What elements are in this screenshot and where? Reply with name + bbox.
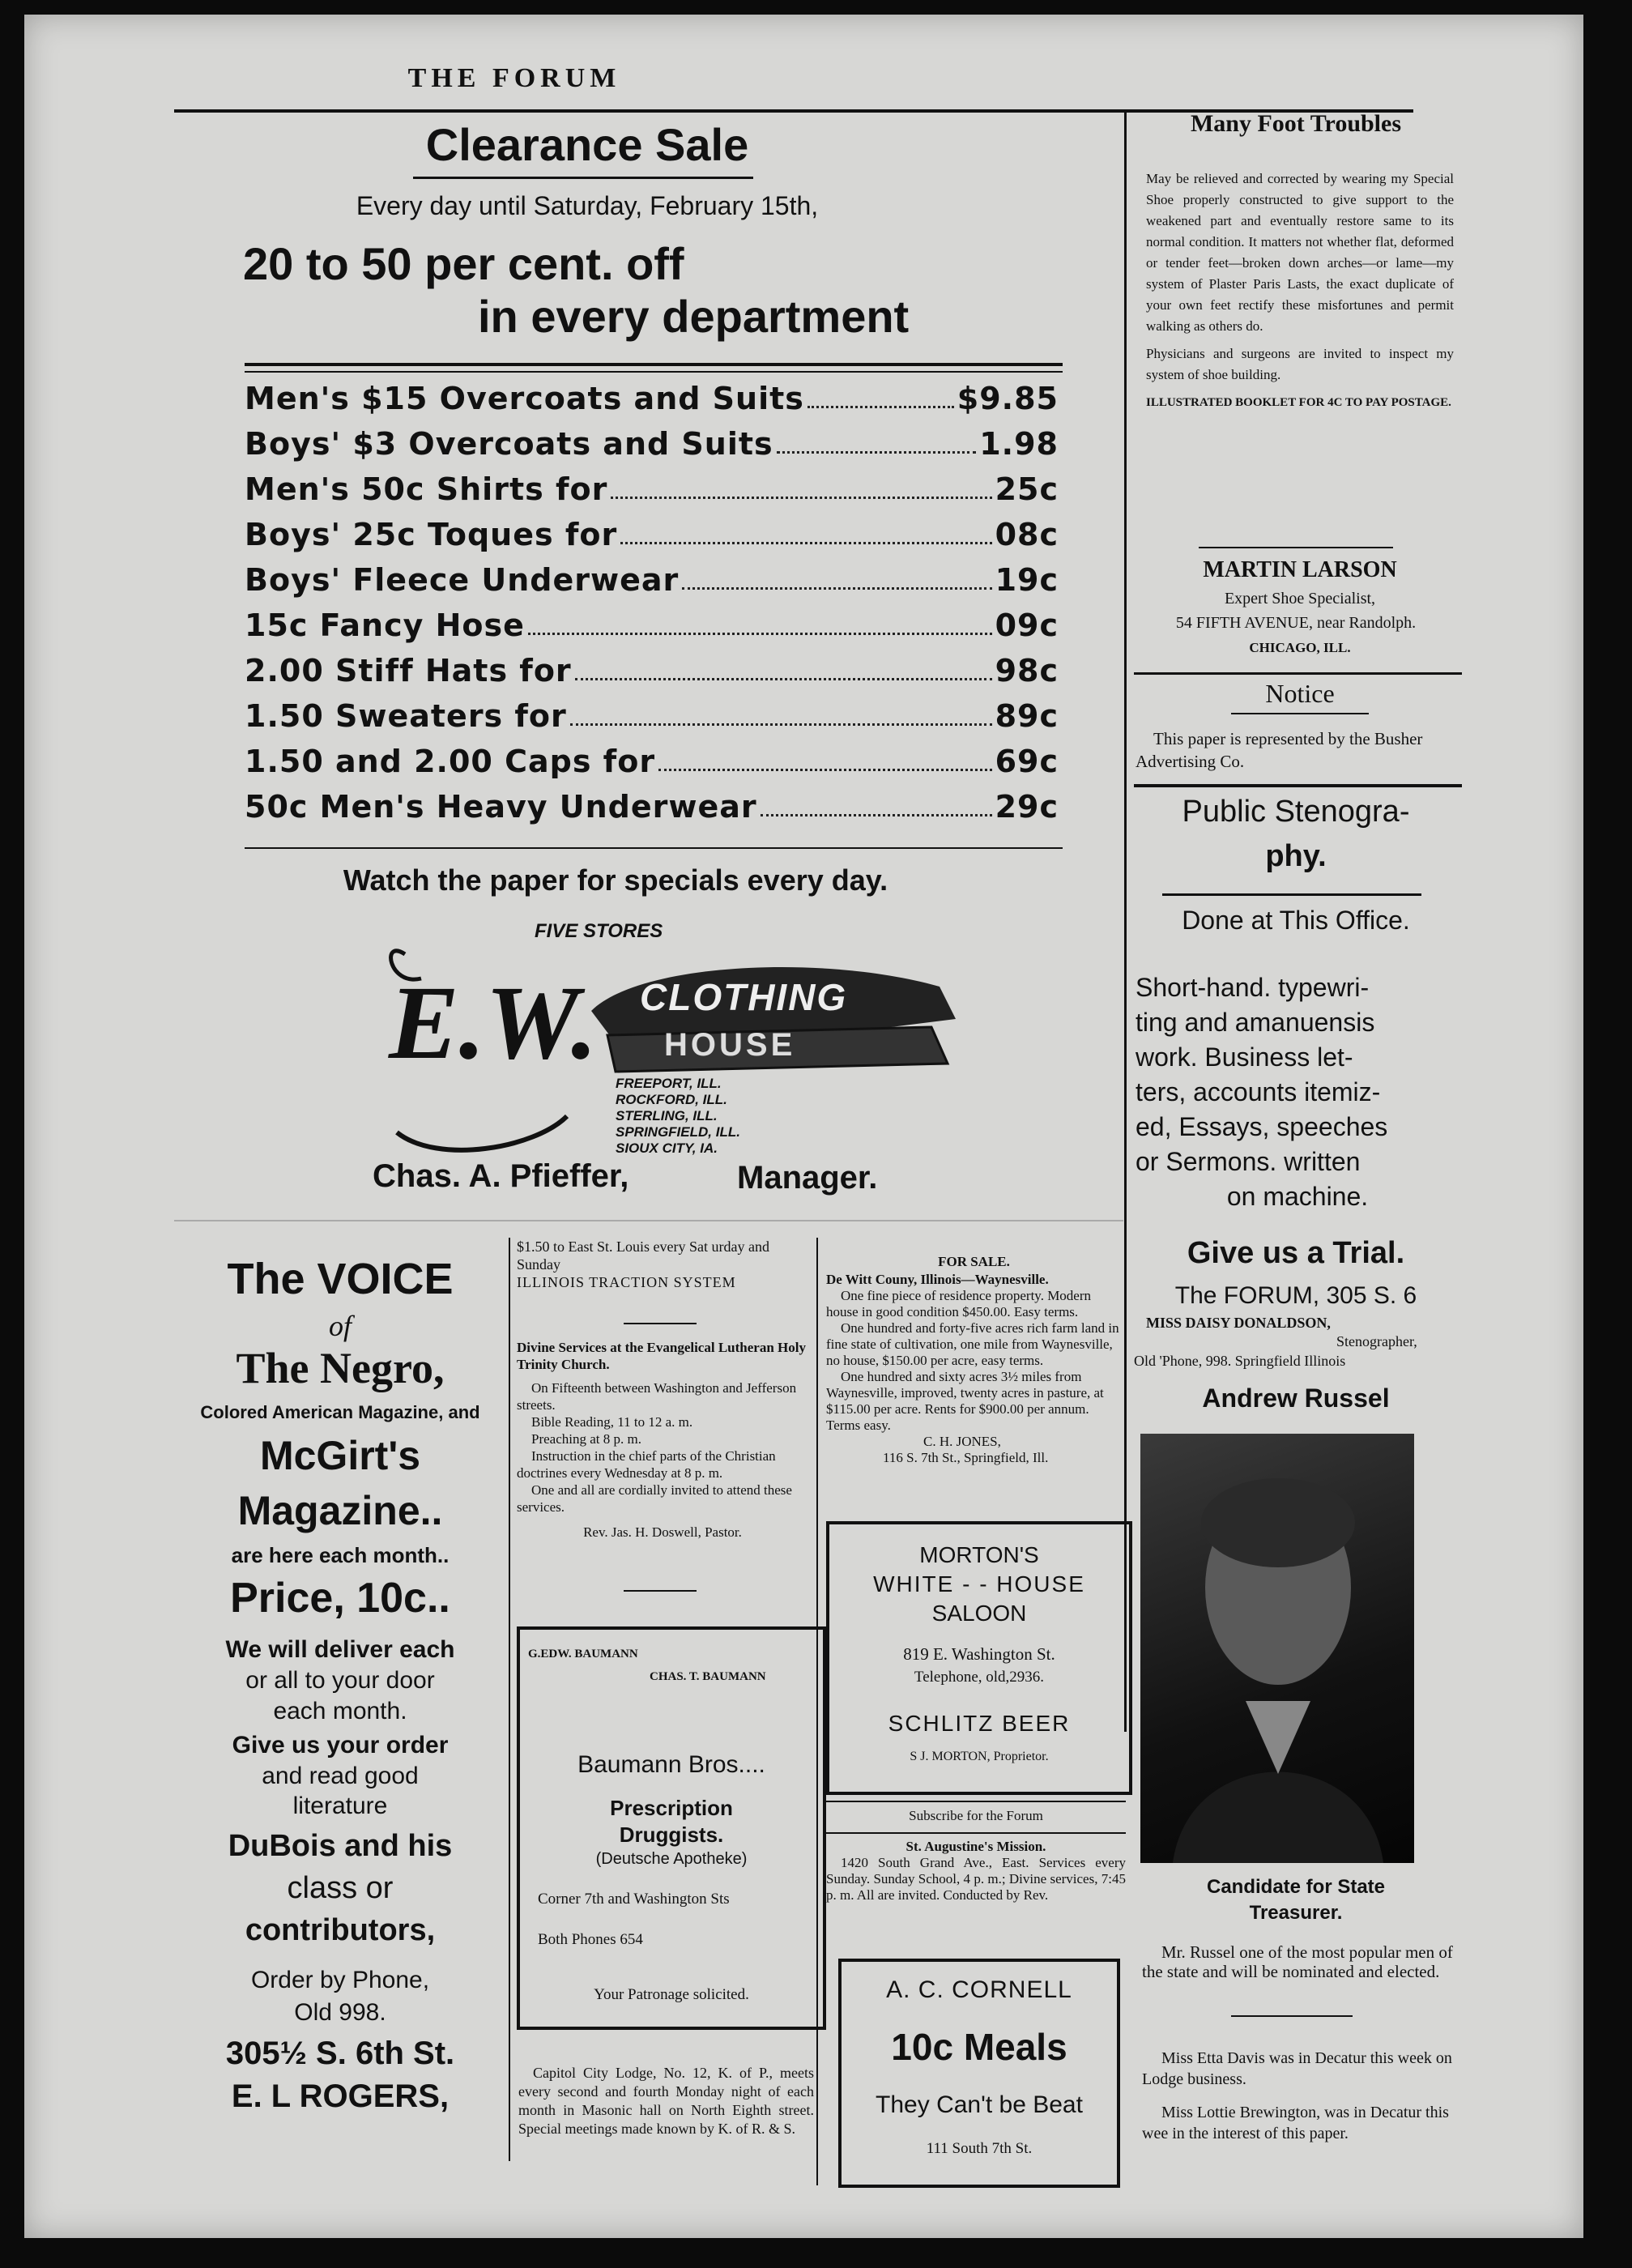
for-sale (826, 1254, 1122, 1466)
baumann-corner: Corner 7th and Washington Sts (538, 1891, 730, 1908)
foot-title: Many Foot Troubles (1190, 110, 1402, 137)
item-name: Men's 50c Shirts for (245, 471, 608, 507)
divine-pastor: Rev. Jas. H. Doswell, Pastor. (583, 1524, 742, 1540)
russel-rule (1231, 2015, 1353, 2017)
voice-line-14: literature (292, 1793, 388, 1819)
clearance-headline-2: in every department (478, 291, 910, 342)
price-item (245, 517, 1059, 552)
item-price: 19c (995, 562, 1059, 598)
item-price: $9.85 (957, 381, 1059, 416)
morton-ad (826, 1521, 1132, 1795)
divine-title: Divine Services at the Evangelical Lutheran Holy Trinity Church. (517, 1340, 806, 1372)
forsale-title: FOR SALE. (938, 1254, 1010, 1269)
column-divider (1124, 112, 1127, 1732)
steno-body (1136, 970, 1459, 1214)
notice-body: This paper is represented by the Busher Advertising Co. (1136, 729, 1423, 771)
price-item (245, 698, 1059, 734)
item-price: 29c (995, 789, 1059, 825)
personal-2: Miss Lottie Brewington, was in Decatur this wee in the interest of this paper. (1142, 2104, 1449, 2142)
baumann-bros: Baumann Bros.... (577, 1751, 765, 1778)
steno-line: Short-hand. typewri- (1136, 973, 1370, 1002)
baumann-drug: Druggists. (619, 1823, 724, 1847)
foot-booklet: ILLUSTRATED BOOKLET FOR 4C TO PAY POSTAGE. (1146, 396, 1451, 409)
steno-phone: Old 'Phone, 998. Springfield Illinois (1134, 1353, 1346, 1369)
item-name: 1.50 and 2.00 Caps for (245, 744, 656, 779)
clearance-rule-2 (245, 371, 1063, 373)
morton-line-1: MORTON'S (919, 1542, 1039, 1567)
russel-caption-2: Treasurer. (1249, 1902, 1343, 1924)
subscribe-rule-top (826, 1801, 1126, 1802)
baumann-name-2: CHAS. T. BAUMANN (650, 1670, 766, 1683)
price-item (245, 471, 1059, 507)
steno-line: on machine. (1226, 1182, 1369, 1211)
baumann-deutsch: (Deutsche Apotheke) (595, 1850, 748, 1868)
forsale-p1: One fine piece of residence property. Modern house in good condition $450.00. Easy terms. (826, 1288, 1092, 1319)
cornell-name: A. C. CORNELL (886, 1976, 1072, 2003)
steno-title-2: phy. (1265, 839, 1327, 873)
baumann-patronage: Your Patronage solicited. (594, 1986, 749, 2003)
traction-ad (517, 1238, 808, 1291)
baumann-phones: Both Phones 654 (538, 1931, 643, 1948)
voice-line-15: DuBois and his (228, 1829, 453, 1863)
morton-line-3: SALOON (931, 1601, 1027, 1626)
voice-line-3: The Negro, (236, 1344, 445, 1392)
price-item (245, 381, 1059, 416)
logo-city: SIOUX CITY, IA. (616, 1140, 718, 1156)
voice-line-7: are here each month.. (231, 1543, 450, 1567)
augustine-title: St. Augustine's Mission. (905, 1839, 1046, 1854)
morton-address: 819 E. Washington St. (903, 1644, 1055, 1664)
morton-beer: SCHLITZ BEER (888, 1711, 1071, 1736)
item-price: 98c (995, 653, 1059, 688)
divider-short (624, 1323, 697, 1324)
foot-body-text: May be relieved and corrected by wearing my Special Shoe properly constructed to give support to the weakened part and eventually restore same to its normal condition. It matters not whether flat, deformed or tender feet—broken down arches—or lame—my system of Plaster Paris Lasts, the exact duplicate of your own feet rectify these misfortunes and permit walking as others do. (1146, 171, 1454, 334)
voice-line-13: and read good (262, 1763, 419, 1789)
voice-line-6: Magazine.. (237, 1488, 443, 1533)
voice-line-5: McGirt's (259, 1433, 421, 1478)
section-gap (174, 1220, 1123, 1221)
voice-line-12: Give us your order (232, 1732, 449, 1759)
larson-city: CHICAGO, ILL. (1249, 640, 1351, 655)
divine-bible: Bible Reading, 11 to 12 a. m. (531, 1414, 693, 1430)
clearance-rule-3 (245, 847, 1063, 849)
price-item (245, 562, 1059, 598)
foot-body (1146, 168, 1454, 413)
steno-line: ed, Essays, speeches (1136, 1112, 1388, 1141)
steno-label: Stenographer, (1336, 1333, 1417, 1349)
newspaper-page (24, 15, 1583, 2238)
price-item (245, 608, 1059, 643)
steno-line: ting and amanuensis (1136, 1008, 1375, 1037)
voice-line-2: of (328, 1310, 352, 1342)
divine-body: On Fifteenth between Washington and Jefferson streets. (517, 1380, 797, 1413)
cornell-meals: 10c Meals (891, 2026, 1067, 2068)
baumann-ad (517, 1626, 826, 2030)
voice-line-20: 305½ S. 6th St. (225, 2036, 455, 2071)
item-name: 1.50 Sweaters for (245, 698, 567, 734)
logo-cities (616, 1076, 740, 1157)
foot-body2-text: Physicians and surgeons are invited to inspect my system of shoe building. (1146, 346, 1454, 382)
russel-caption-1: Candidate for State (1206, 1876, 1386, 1898)
steno-done: Done at This Office. (1182, 906, 1410, 935)
item-name: 15c Fancy Hose (245, 608, 525, 643)
voice-line-21: E. L ROGERS, (231, 2078, 450, 2114)
voice-line-10: or all to your door (245, 1667, 435, 1694)
item-price: 08c (995, 517, 1059, 552)
logo-house: HOUSE (664, 1027, 796, 1063)
voice-line-8: Price, 10c.. (230, 1575, 450, 1622)
steno-title-1: Public Stenogra- (1182, 795, 1410, 829)
forsale-sub: De Witt Couny, Illinois—Waynesville. (826, 1272, 1049, 1287)
voice-line-18: Order by Phone, (250, 1967, 430, 1993)
ew-monogram: E.W. (389, 965, 598, 1081)
watch-line: Watch the paper for specials every day. (343, 863, 888, 897)
manager-label: Manager. (737, 1160, 878, 1196)
item-name: 2.00 Stiff Hats for (245, 653, 572, 688)
ew-logo (373, 922, 972, 1165)
divider-short (624, 1590, 697, 1592)
steno-line: or Sermons. written (1136, 1147, 1361, 1176)
item-name: Boys' 25c Toques for (245, 517, 618, 552)
steno-daisy: MISS DAISY DONALDSON, (1146, 1315, 1331, 1331)
column-divider-bottom-1 (509, 1238, 510, 2161)
russel-name: Andrew Russel (1202, 1383, 1390, 1413)
five-stores: FIVE STORES (535, 920, 663, 942)
divine-preaching: Preaching at 8 p. m. (531, 1431, 641, 1447)
forsale-p2: One hundred and forty-five acres rich farm land in fine state of cultivation, one mile from Waynesville, no house, $150.00 per acre, easy terms. (826, 1320, 1119, 1368)
larson-role: Expert Shoe Specialist, (1224, 590, 1376, 608)
baumann-name-1: G.EDW. BAUMANN (528, 1648, 638, 1660)
russel-portrait (1140, 1434, 1414, 1863)
item-price: 25c (995, 471, 1059, 507)
steno-rule (1162, 893, 1421, 896)
price-list (245, 381, 1059, 842)
subscribe-line: Subscribe for the Forum (909, 1808, 1043, 1823)
item-price: 89c (995, 698, 1059, 734)
item-name: 50c Men's Heavy Underwear (245, 789, 757, 825)
larson-name: MARTIN LARSON (1203, 557, 1397, 582)
item-name: Boys' Fleece Underwear (245, 562, 680, 598)
traction-text: $1.50 to East St. Louis every Sat urday and Sunday (517, 1238, 769, 1273)
personal-1: Miss Etta Davis was in Decatur this week on Lodge business. (1142, 2049, 1452, 2088)
item-name: Men's $15 Overcoats and Suits (245, 381, 804, 416)
item-name: Boys' $3 Overcoats and Suits (245, 426, 773, 462)
clearance-subtitle: Every day until Saturday, February 15th, (356, 191, 819, 220)
price-item (245, 653, 1059, 688)
larson-address: 54 FIFTH AVENUE, near Randolph. (1175, 614, 1417, 632)
logo-city: FREEPORT, ILL. (616, 1076, 722, 1091)
title-underline (413, 177, 753, 179)
voice-line-11: each month. (273, 1698, 407, 1724)
steno-line: ters, accounts itemiz- (1136, 1077, 1381, 1106)
traction-system: ILLINOIS TRACTION SYSTEM (517, 1274, 736, 1290)
forsale-p3: One hundred and sixty acres 3½ miles from Waynesville, improved, twenty acres in pasture, at $115.00 per acre. Rents for $900.00 per annum. Terms easy. (826, 1369, 1104, 1433)
logo-city: STERLING, ILL. (616, 1108, 718, 1123)
logo-city: ROCKFORD, ILL. (616, 1092, 727, 1107)
clearance-title: Clearance Sale (425, 119, 749, 170)
masthead: THE FORUM (407, 63, 621, 93)
foot-rule (1199, 547, 1393, 548)
rule-foot-notice (1134, 672, 1462, 675)
voice-line-9: We will deliver each (225, 1636, 455, 1663)
steno-trial: Give us a Trial. (1187, 1236, 1405, 1270)
logo-clothing: CLOTHING (640, 976, 848, 1018)
subscribe-rule-bottom (826, 1832, 1126, 1834)
logo-city: SPRINGFIELD, ILL. (616, 1124, 740, 1140)
divine-instruction: Instruction in the chief parts of the Christian doctrines every Wednesday at 8 p. m. (517, 1448, 776, 1481)
augustine-body: 1420 South Grand Ave., East. Services every Sunday. Sunday School, 4 p. m.; Divine services, 7:45 p. m. All are invited. Conducted by Rev. (826, 1855, 1126, 1903)
clearance-headline-1: 20 to 50 per cent. off (243, 238, 684, 289)
voice-line-16: class or (287, 1871, 394, 1905)
item-price: 1.98 (979, 426, 1059, 462)
cornell-beat: They Can't be Beat (876, 2091, 1083, 2118)
item-price: 09c (995, 608, 1059, 643)
divine-services (517, 1339, 808, 1541)
item-price: 69c (995, 744, 1059, 779)
lodge-notice: Capitol City Lodge, No. 12, K. of P., meets every second and fourth Monday night of each month in Masonic hall on North Eighth street. Special meetings made known by K. of R. & S. (518, 2065, 814, 2137)
price-item (245, 426, 1059, 462)
voice-line-19: Old 998. (294, 1999, 386, 2026)
forsale-sig1: C. H. JONES, (923, 1434, 1001, 1449)
baumann-presc: Prescription (610, 1796, 733, 1820)
price-item (245, 744, 1059, 779)
rule-notice-steno (1134, 784, 1462, 787)
divine-invite: One and all are cordially invited to attend these services. (517, 1482, 792, 1515)
price-item (245, 789, 1059, 825)
notice-title: Notice (1265, 679, 1335, 708)
clearance-rule-1 (245, 363, 1063, 366)
voice-line-1: The VOICE (227, 1255, 454, 1303)
cornell-ad (838, 1959, 1120, 2188)
steno-line: work. Business let- (1136, 1042, 1353, 1072)
steno-forum: The FORUM, 305 S. 6 (1174, 1282, 1417, 1309)
manager-name: Chas. A. Pfieffer, (373, 1158, 629, 1194)
russel-body: Mr. Russel one of the most popular men of the state and will be nominated and elected. (1142, 1942, 1453, 1981)
augustine-mission (826, 1839, 1126, 1904)
morton-phone: Telephone, old,2936. (914, 1669, 1045, 1686)
voice-line-17: contributors, (245, 1913, 436, 1947)
forsale-sig2: 116 S. 7th St., Springfield, Ill. (883, 1450, 1049, 1465)
cornell-address: 111 South 7th St. (926, 2140, 1033, 2157)
notice-underline (1231, 713, 1369, 714)
morton-prop: S J. MORTON, Proprietor. (910, 1750, 1049, 1763)
voice-line-4: Colored American Magazine, and (200, 1402, 480, 1422)
morton-line-2: WHITE - - HOUSE (873, 1571, 1085, 1597)
